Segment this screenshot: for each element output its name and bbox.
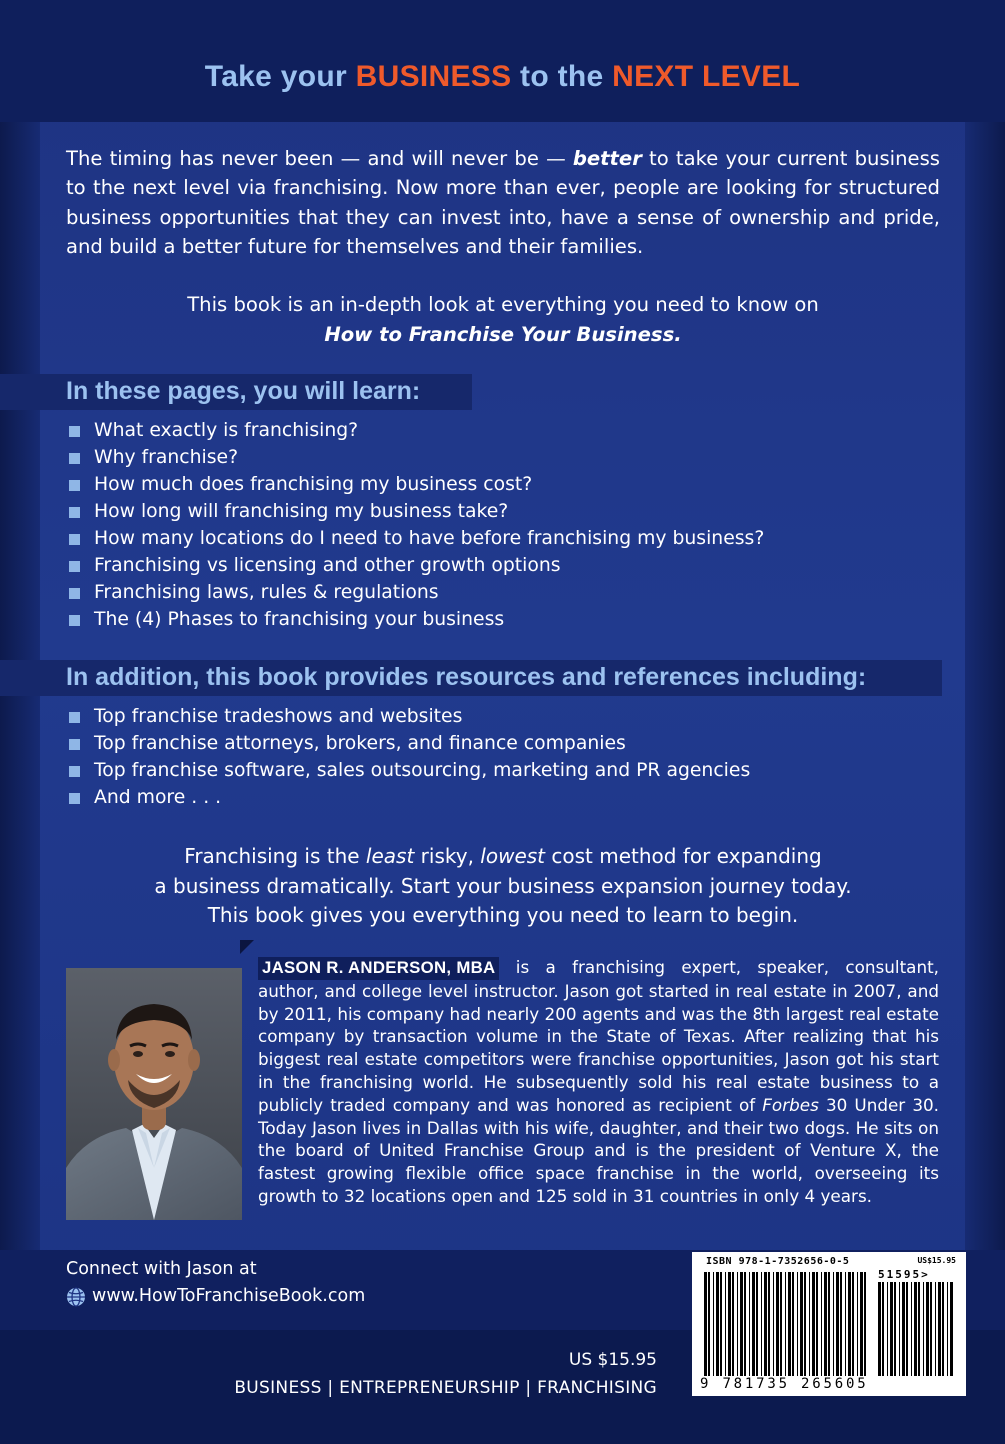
barcode-bar — [749, 1272, 750, 1376]
addon-digits: 51595> — [878, 1268, 930, 1281]
barcode-bar — [930, 1282, 932, 1376]
barcode-bar — [752, 1272, 755, 1376]
barcode-bar — [840, 1272, 842, 1376]
barcode-bar — [882, 1282, 884, 1376]
barcode-bar — [878, 1282, 881, 1376]
square-bullet-icon — [69, 793, 80, 804]
barcode-bar — [906, 1282, 908, 1376]
barcode-bar — [947, 1282, 948, 1376]
barcode-bar — [824, 1272, 827, 1376]
headline-part-1: Take your — [204, 60, 356, 93]
list-item — [66, 703, 750, 730]
barcode-bar — [935, 1282, 936, 1376]
barcode-bar — [713, 1272, 714, 1376]
intro-post: to take your current business to the next level via franchising. Now more than ever, people are looking for structured business opportunities that they can invest into, have a sense of ownership and pride, and build a better future for themselves and their families. — [66, 147, 940, 258]
list-item — [66, 471, 764, 498]
barcode-bar — [761, 1272, 762, 1376]
author-bio — [258, 956, 939, 1208]
square-bullet-icon — [69, 453, 80, 464]
right-edge-shade — [965, 0, 1005, 1444]
headline-part-2: BUSINESS — [355, 60, 512, 93]
bio-forbes: Forbes — [762, 1094, 819, 1115]
photo-corner-flap — [240, 940, 254, 954]
website-url[interactable]: www.HowToFranchiseBook.com — [92, 1286, 366, 1306]
barcode-bar — [708, 1272, 710, 1376]
list-item-text: How many locations do I need to have before franchising my business? — [94, 528, 765, 549]
square-bullet-icon — [69, 739, 80, 750]
square-bullet-icon — [69, 766, 80, 777]
list-item-text: Franchising laws, rules & regulations — [94, 582, 439, 603]
list-item-text: Top franchise software, sales outsourcing, marketing and PR agencies — [94, 760, 751, 781]
barcode-bar — [716, 1272, 719, 1376]
author-portrait-illustration — [66, 968, 242, 1220]
barcode-bar — [864, 1272, 866, 1376]
barcode-bar — [756, 1272, 758, 1376]
headline-part-3: to the — [511, 60, 613, 93]
headline — [0, 60, 1005, 94]
barcode-bar — [725, 1272, 726, 1376]
list-item-text: Top franchise attorneys, brokers, and finance companies — [94, 733, 626, 754]
barcode-bar — [950, 1282, 953, 1376]
barcode-bar — [764, 1272, 767, 1376]
barcode-bar — [816, 1272, 818, 1376]
left-edge-shade — [0, 0, 40, 1444]
website-row — [66, 1283, 365, 1310]
list-item — [66, 417, 764, 444]
learn-heading: In these pages, you will learn: — [66, 377, 421, 405]
price: US $15.95 — [568, 1350, 657, 1370]
headline-part-4: NEXT LEVEL — [612, 60, 801, 93]
book-line — [66, 290, 940, 349]
list-item-text: How long will franchising my business take? — [94, 501, 509, 522]
intro-emphasis: better — [572, 147, 642, 170]
list-item — [66, 784, 750, 811]
closing-emphasis-least: least — [365, 844, 415, 868]
closing-text: risky, — [414, 844, 481, 868]
intro-pre: The timing has never been — and will never be — — [66, 147, 573, 170]
barcode-bar — [852, 1272, 854, 1376]
barcode-bar — [845, 1272, 846, 1376]
barcode-bar — [860, 1272, 863, 1376]
barcode-bar — [848, 1272, 851, 1376]
barcode-bar — [923, 1282, 924, 1376]
list-item-text: What exactly is franchising? — [94, 420, 359, 441]
barcode-bar — [785, 1272, 786, 1376]
barcode-bar — [788, 1272, 791, 1376]
list-item-text: How much does franchising my business cost? — [94, 474, 533, 495]
square-bullet-icon — [69, 712, 80, 723]
list-item — [66, 606, 764, 633]
barcode-bar — [836, 1272, 839, 1376]
closing-paragraph — [66, 842, 940, 931]
square-bullet-icon — [69, 615, 80, 626]
barcode-bar — [773, 1272, 774, 1376]
closing-line-2: a business dramatically. Start your business expansion journey today. — [154, 873, 852, 898]
list-item — [66, 552, 764, 579]
barcode-bar — [776, 1272, 779, 1376]
closing-line-1 — [66, 842, 940, 872]
author-photo — [66, 968, 242, 1220]
barcode-bar — [800, 1272, 803, 1376]
barcode-bar — [812, 1272, 815, 1376]
bio-text-a: is a franchising expert, speaker, consultant, author, and college level instructor. Jason got started in real estate in 2007, and by 2011, his company had nearly 200 agents and was the 8th largest real estate company by transaction volume in the State of Texas. After realizing that his biggest real estate competitors were franchise opportunities, Jason got his start in the franchising world. He subsequently sold his real estate business to a publicly traded company and was honored as recipient of — [258, 957, 939, 1115]
list-item — [66, 498, 764, 525]
isbn-barcode — [692, 1252, 966, 1396]
list-item — [66, 579, 764, 606]
categories: BUSINESS | ENTREPRENEURSHIP | FRANCHISING — [234, 1378, 657, 1398]
list-item — [66, 525, 764, 552]
barcode-bar — [942, 1282, 944, 1376]
resources-heading: In addition, this book provides resources and references including: — [66, 663, 867, 691]
list-item-text: Top franchise tradeshows and websites — [94, 706, 463, 727]
barcode-bar — [792, 1272, 794, 1376]
barcode-bar — [899, 1282, 900, 1376]
ean-bars — [704, 1272, 868, 1376]
list-item-text: The (4) Phases to franchising your business — [94, 609, 505, 630]
barcode-bar — [720, 1272, 722, 1376]
barcode-bar — [797, 1272, 798, 1376]
connect-label: Connect with Jason at — [66, 1259, 257, 1279]
square-bullet-icon — [69, 426, 80, 437]
barcode-bar — [809, 1272, 810, 1376]
barcode-bar — [902, 1282, 905, 1376]
bio-text-b: 30 Under 30. Today Jason lives in Dallas with his wife, daughter, and their two dogs. He sits on the board of United Franchise Group and is the president of Venture X, the fastest growing flexible office space franchise in the world, overseeing its growth to 32 locations open and 125 sold in 31 countries in only 4 years. — [258, 1094, 940, 1206]
list-item — [66, 730, 750, 757]
barcode-bar — [938, 1282, 941, 1376]
barcode-bar — [828, 1272, 830, 1376]
book-title: How to Franchise Your Business. — [324, 322, 682, 346]
barcode-bar — [911, 1282, 912, 1376]
square-bullet-icon — [69, 507, 80, 518]
square-bullet-icon — [69, 561, 80, 572]
barcode-bar — [728, 1272, 731, 1376]
ean-digits: 9 781735 265605 — [700, 1376, 869, 1392]
closing-text: cost method for expanding — [545, 844, 822, 868]
square-bullet-icon — [69, 480, 80, 491]
barcode-bar — [833, 1272, 834, 1376]
globe-icon — [66, 1287, 86, 1307]
barcode-bar — [737, 1272, 738, 1376]
isbn-number: ISBN 978-1-7352656-0-5 — [706, 1256, 850, 1267]
barcode-bar — [780, 1272, 782, 1376]
list-item-text: And more . . . — [94, 787, 222, 808]
barcode-bar — [887, 1282, 888, 1376]
barcode-bar — [926, 1282, 929, 1376]
closing-line-3: This book gives you everything you need to learn to begin. — [207, 903, 799, 927]
learn-list — [66, 417, 764, 633]
author-name: JASON R. ANDERSON, MBA — [258, 957, 499, 980]
closing-emphasis-lowest: lowest — [480, 844, 546, 868]
addon-bars — [878, 1282, 954, 1376]
barcode-bar — [744, 1272, 746, 1376]
connect-block — [66, 1256, 365, 1310]
barcode-bar — [768, 1272, 770, 1376]
book-line-text: This book is an in-depth look at everything you need to know on — [187, 293, 819, 316]
barcode-price-code: US$15.95 — [917, 1256, 956, 1265]
barcode-bar — [704, 1272, 707, 1376]
barcode-bar — [821, 1272, 822, 1376]
barcode-bar — [894, 1282, 896, 1376]
resources-list — [66, 703, 750, 811]
barcode-bar — [732, 1272, 734, 1376]
square-bullet-icon — [69, 588, 80, 599]
barcode-bar — [857, 1272, 858, 1376]
barcode-bar — [914, 1282, 917, 1376]
list-item-text: Why franchise? — [94, 447, 239, 468]
list-item — [66, 757, 750, 784]
square-bullet-icon — [69, 534, 80, 545]
barcode-bar — [890, 1282, 893, 1376]
barcode-bar — [918, 1282, 920, 1376]
barcode-bar — [804, 1272, 806, 1376]
list-item-text: Franchising vs licensing and other growth options — [94, 555, 561, 576]
barcode-bar — [740, 1272, 743, 1376]
intro-paragraph — [66, 144, 940, 261]
closing-text: Franchising is the — [184, 844, 366, 868]
list-item — [66, 444, 764, 471]
